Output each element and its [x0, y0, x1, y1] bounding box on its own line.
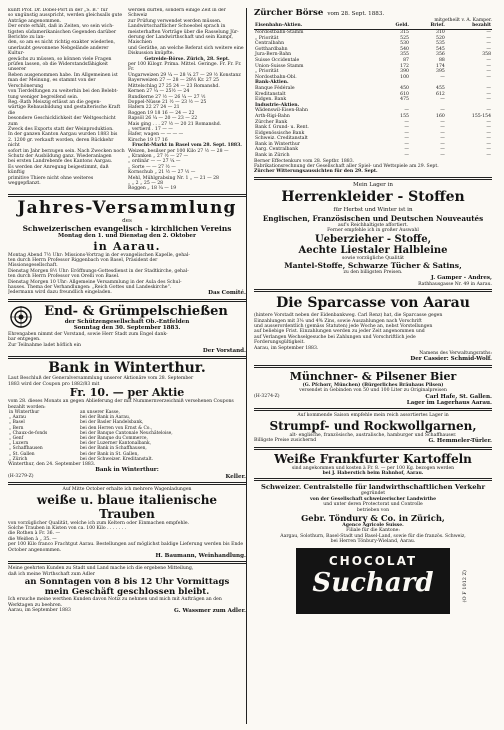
- borse-cell: Bank f. Grund- u. Rent.: [255, 125, 309, 131]
- trauben-line: die Rothen à Fr. 36. —: [8, 531, 61, 537]
- program-line: Missionsgesellschaft.: [8, 263, 58, 269]
- article-line: den, so am es nicht richtig exakter wiederlen,: [8, 40, 116, 46]
- borse-cell: 395: [436, 69, 445, 75]
- article-line: Reben ausgenommen habe. Im Allgemeinen ist: [8, 72, 118, 78]
- fruit-row: „ ordinär — — 27 ¼ —: [128, 159, 181, 165]
- herren-sub: Englischen, Französischen und Deutschen Nouveautés: [262, 213, 484, 223]
- borse-date: vom 28. Sept. 1883.: [327, 11, 385, 17]
- borse-cell: —: [486, 63, 491, 69]
- borse-cell: Nordostbahn-Stamm: [255, 30, 304, 35]
- jahresversammlung-invite: Jedermann wird dazu freundlich eingeladen.: [8, 290, 112, 296]
- borse-title: Zürcher Börse: [254, 8, 324, 18]
- herren-title: Herrenkleider - Stoffen: [281, 189, 465, 206]
- fruit-row: Weizen, besilser per 100 Kilo 27 ½ — 28 —: [128, 148, 229, 154]
- schweizer-line: Filiale für die Kantone:: [346, 528, 400, 534]
- program-line: ten durch Herrn Professor von Orelli von Basel.: [8, 274, 120, 280]
- bank-date-line: Winterthur, den 24. September 1883.: [8, 461, 96, 467]
- borse-cell: —: [404, 136, 409, 142]
- bank-place-city: „ Schaffhausen: [9, 446, 43, 452]
- suchard-logo: [296, 548, 468, 614]
- program-line: Dienstag Morgen 10 Uhr: Allgemeine Versammlung in der Aula des Schul-: [8, 279, 182, 285]
- borse-cell: 530: [400, 41, 409, 47]
- borse-cell: Centralbahn: [255, 41, 285, 47]
- borse-cell: —: [440, 147, 445, 153]
- article-line: 2. 1200 gr. verkauft worden, deren Rückkehr nicht: [8, 137, 114, 149]
- borse-footnote1: Berner Effectenkurs vom 28. Septbr. 1883.: [254, 158, 355, 164]
- borse-cell: —: [440, 153, 445, 159]
- market-row: Bayerweizen 27 — 28 — 28½ Kr. 27 25: [128, 78, 219, 84]
- suchard-line2: Suchard: [312, 567, 434, 598]
- program-line: hauses. Thema der Verhandlungen: „Reich Gottes und Landeskirche“.: [8, 285, 172, 291]
- borse-cell: —: [404, 147, 409, 153]
- wassmer-line: Meine geehrten Kunden zu Stadt und Land mache ich die ergebene Mitteilung,: [8, 566, 194, 572]
- article-line: Es werden der Anregung beigestimmt, daß künftig: [8, 164, 109, 176]
- schiessen-line: bar entgegen.: [8, 337, 41, 343]
- borse-cell: —: [486, 69, 491, 75]
- divider: [254, 478, 492, 481]
- borse-cell: —: [486, 130, 491, 136]
- jahresversammlung-place: in Aarau.: [93, 239, 161, 253]
- herren-season: für Herbst und Winter ist in: [333, 207, 413, 214]
- ad-trauben: [8, 487, 246, 559]
- borse-cell: Eidgen. Bank: [255, 97, 287, 103]
- schiessen-date: Sonntag den 30. September 1883.: [73, 325, 181, 332]
- article-line: man der Meinung, es stammt von der Verschönerung: [8, 78, 96, 89]
- borse-header-cell: bezahlt: [446, 23, 492, 29]
- market-row: Mais ging . . . 27 ½ — 20 21 Romanshd.: [128, 121, 222, 127]
- fruit-row: Roggen „ 18 ¼ — 19: [128, 186, 177, 192]
- borse-cell: Suisse Occidentale: [255, 57, 300, 63]
- borse-cell: —: [404, 125, 409, 131]
- borse-cell: —: [486, 85, 491, 91]
- article-line: meisterhaften Vorträge über die Rasselung Jür-: [128, 29, 239, 35]
- borse-cell: —: [404, 130, 409, 136]
- strumpf-sign: G. Hemmeler-Türler.: [428, 438, 492, 445]
- bank-amount: Fr. 10. — per Aktie: [69, 386, 185, 400]
- borse-cell: Nordostbahn-Obl.: [255, 74, 297, 80]
- borse-cell: 390: [400, 69, 409, 75]
- herren-intro: Mein Lager in: [353, 181, 393, 188]
- market-row: Hafer, wagen — — — —: [128, 132, 184, 138]
- jahresversammlung-sign: Das Comité.: [208, 290, 246, 297]
- bank-intro-line: 1883 wird der Coupon pro 1882/83 mit: [8, 381, 100, 387]
- borse-cell: „ Priorität: [255, 69, 279, 75]
- strumpf-intro: Auf kommende Saison empfehle mein reich assortiertes Lager in: [297, 413, 449, 419]
- divider: [254, 408, 492, 411]
- schweizer-title: Schweizer. Centralstelle für landwirthschaftlichen Verkehr: [260, 483, 486, 492]
- jahresversammlung-dates: Montag den 1. und Dienstag den 2. Oktober: [58, 233, 196, 240]
- borse-header-cell: Brief.: [410, 23, 446, 29]
- schiessen-subtitle: der Schützengesellschaft Ob.-Entfelden: [64, 318, 190, 325]
- article-line: Zweck des Exports statt der Weinproduktion.: [8, 126, 114, 132]
- fruit-market-heading: Frucht-Markt in Basel vom 28. Sept. 1883.: [132, 143, 242, 149]
- fruit-row: „ Sorte — — 27 ½ —: [128, 164, 176, 170]
- borse-cell: —: [486, 108, 491, 114]
- bank-place-city: „ Zürich: [9, 456, 28, 462]
- schweizer-sub4: betrieben von: [356, 507, 390, 513]
- article-line: unerlaubt gewonnene Nebgelände anderer Kultur-: [8, 45, 109, 57]
- bank-place-institution: bei der Schweizer. Kreditanstalt.: [79, 456, 154, 462]
- market-row: Rapsöl 26 ¼ — 20 — 23 — 22: [128, 116, 198, 122]
- borse-cell: Eidgenössische Bank: [255, 130, 305, 136]
- borse-cell: Jura-Bern-Bahn: [255, 52, 292, 58]
- borse-cell: 525: [400, 35, 409, 41]
- article-line: In der ganzen Kanton Aargau wurden 1883 bis: [8, 132, 118, 138]
- ad-centralstelle: [254, 483, 492, 544]
- bank-place-institution: an unserer Kasse,: [79, 409, 120, 415]
- borse-cell: —: [486, 119, 491, 125]
- bank-place-city: „ Luzern: [9, 441, 29, 447]
- program-line: Dienstag Morgen 8½ Uhr: Eröffnungs-Gottesdienst in der Stadtkirche, gehal-: [8, 268, 189, 274]
- schiessen-title: End- & Grümpelschießen: [44, 303, 228, 319]
- strumpf-sub: Billigste Preise zusichernd: [254, 438, 317, 444]
- bier-sub: (G. Pfchorr, München) (Bürgerliches Bräuhaus Pilsen): [302, 382, 444, 388]
- bier-lager: Lager im Lagerhaus Aarau.: [406, 400, 492, 406]
- bank-place-institution: bei der Basler Handelsbank,: [79, 420, 144, 426]
- ad-herrenkleider: [254, 182, 492, 287]
- market-subhead: per 100 Kilogr. Prima. Mittel. Geringe. Fr. Fr. Fr. Fr.: [128, 62, 242, 73]
- borse-cell: —: [486, 91, 491, 97]
- borse-cell: Union-Suisse Stamm: [255, 63, 304, 69]
- newspaper-page: [8, 8, 496, 724]
- article-text-right: [128, 8, 246, 192]
- borse-cell: 540: [400, 46, 409, 52]
- article-block: [8, 8, 246, 192]
- bank-place-institution: bei der Banque du Commerce,: [79, 435, 148, 441]
- article-line: tung weniger begreifend sein.: [8, 94, 79, 100]
- borse-cell: 610: [400, 91, 409, 97]
- borse-cell: Wädenswil-Eisen-Bahn: [255, 108, 308, 114]
- borse-cell: —: [486, 41, 491, 47]
- sparcasse-line: Einzahlungen mit 3⅜ und 4% Zins, sowie Auszahlungen nach Vorschrift: [254, 318, 422, 324]
- borse-header-cell: Eisenbahn-Aktien.: [254, 23, 376, 29]
- article-line: wärtige Rebausbildung und gestalterische Kraft die: [8, 105, 121, 116]
- borse-cell: —: [486, 125, 491, 131]
- article-text-left: [8, 8, 125, 192]
- sparcasse-line: auf beliebige Frist. Einzahlungen werden zu jeder Zeit angenommen und: [254, 329, 425, 335]
- ad-kartoffeln: [254, 452, 492, 477]
- bier-body: versendet in Gebinden von 50 und 100 Liter zu Originalpreisen: [299, 388, 447, 394]
- divider: [8, 194, 246, 197]
- article-line: Der erste erhält, daß in Zeiten, wo sein wich-: [8, 24, 114, 30]
- program-line: ten durch Herrn Professor Riggenbach von Basel, Präsident der: [8, 258, 158, 264]
- wassmer-line: daß ich meine Wirthschaft zum Adler: [8, 571, 95, 577]
- fruit-row: „ Kranken „ 27 ½ — 27 —: [128, 153, 189, 159]
- article-line: derung der Landwirthschaft und sein Kampf, Maischien: [128, 35, 233, 46]
- schweizer-firm2: Agence Agricole Suisse.: [342, 523, 404, 529]
- market-row: „ vertierd . 17 — —: [128, 126, 173, 132]
- herren-title4: Mantel-Stoffe, Schwarze Tücher & Satins,: [284, 260, 462, 270]
- borse-cell: 174: [436, 63, 445, 69]
- right-column: [254, 8, 492, 724]
- divider: [254, 289, 492, 292]
- borse-cell: 520: [436, 35, 445, 41]
- borse-cell: Industrie-Aktien.: [255, 102, 300, 108]
- borse-by: mitgetheilt v. A. Kamper.: [434, 18, 492, 23]
- left-column: [8, 8, 247, 724]
- article-line: Schutz der Ausbildung ganz. Wiederanlagen: [8, 153, 112, 159]
- article-line: kunft Prof. Dr. Dobel-Port in der „S. B.“ für: [8, 8, 108, 13]
- article-line: Diskussion knüpfte.: [128, 51, 174, 57]
- ad-wassmer: [8, 566, 246, 614]
- borse-cell: —: [486, 97, 491, 103]
- borse-cell: Gotthardbahn: [255, 46, 288, 52]
- borse-table: [254, 23, 492, 158]
- borse-footnote3: Zürcher Witterungsaussichten für den 29. Sept.: [254, 169, 378, 175]
- bank-code: (H-3279-Z): [8, 473, 34, 479]
- article-line: sofort im Jahr berzugen sein. Nach Zwecken noch: [8, 148, 125, 154]
- article-line: Anträge angenommen.: [8, 18, 62, 24]
- sparcasse-line: Forderungsgültigkeit.: [254, 340, 305, 346]
- borse-cell: —: [486, 147, 491, 153]
- borse-cell: 358: [482, 52, 491, 58]
- ad-schiessen: [8, 304, 246, 354]
- herren-sign: J. Gamper - Andres,: [431, 275, 492, 282]
- bank-place-institution: bei der Bank in Aarau,: [79, 415, 131, 421]
- borse-cell: —: [486, 153, 491, 159]
- bank-places-table: [8, 410, 246, 462]
- ad-strumpf: [254, 413, 492, 444]
- sparcasse-line: (hintere Vorstadt neben der Eidenbankweg. Carl Renz) hat, die Sparcasse gegen: [254, 313, 443, 319]
- fruit-row: Mehl, Mühlgrabsing Nr. 1 „ — 21 — 28: [128, 175, 219, 181]
- schiessen-sign: Der Vorstand.: [202, 347, 246, 354]
- market-row: Mittelschlag 27 25 24 — 23 Romanshd.: [128, 83, 220, 89]
- divider: [8, 561, 246, 564]
- herren-addr: Rathhausgasse Nr. 49 in Aarau.: [418, 281, 492, 287]
- article-line: primitive Thiere nicht ohne weiteres weggepflanzt.: [8, 175, 94, 186]
- borse-cell: Bank in Winterthur: [255, 141, 300, 147]
- borse-cell: 172: [400, 63, 409, 69]
- borse-cell: —: [404, 108, 409, 114]
- article-line: werden dürfen, sondern einige Zeit in der Schweiz: [128, 8, 226, 19]
- jahresversammlung-title: Jahres-Versammlung: [17, 197, 237, 218]
- market-row: Kernen 27 ¼ — 25½ — 24: [128, 89, 190, 95]
- bier-title: Münchner- & Pilsener Bier: [289, 369, 457, 383]
- divider: [8, 482, 246, 485]
- sparcasse-line: und ausserordentlich (gemäss Statuten) jede Woche an, nebst Vorstellungen: [254, 323, 433, 329]
- borse-cell: „ Priorität: [255, 35, 279, 41]
- article-line: zur Prüfung verwendet werden müssen.: [128, 18, 222, 24]
- bank-place-city: „ St. Gallen: [9, 451, 35, 457]
- ad-sparcasse: [254, 294, 492, 363]
- divider: [254, 177, 492, 180]
- jahresversammlung-des: des: [122, 217, 132, 224]
- ad-bier: [254, 370, 492, 407]
- bank-title: Bank in Winterthur.: [48, 360, 206, 377]
- jahresversammlung-subtitle: Schweizerischen evangelisch - kirchlichen Vereins: [22, 224, 232, 234]
- borse-cell: Aarg. Centralbank: [255, 147, 298, 153]
- article-line: Reg.-Rath Meiszig erlässt an die gegen-: [8, 99, 101, 105]
- divider: [254, 365, 492, 368]
- ad-borse: [254, 8, 492, 175]
- herren-sub2: auf's Reichhaltigste affortiert.: [338, 222, 408, 228]
- suchard-line1: CHOCOLAT: [328, 553, 418, 568]
- bank-place-institution: bei der Bank in Schaffhausen,: [79, 446, 147, 452]
- suchard-code: (O F 1012 Z): [462, 569, 468, 603]
- trauben-line: die Weißen à „ 35. —: [8, 536, 57, 542]
- herren-sub3: sowie vorzügliche Qualität: [341, 255, 405, 261]
- borse-cell: 155-154: [471, 113, 491, 119]
- borse-cell: Arth-Rigi-Bahn: [255, 113, 290, 119]
- article-line: bei ersten Landrebenfe des Kantons Aargau.: [8, 159, 113, 165]
- wassmer-sign: G. Wassmer zum Adler.: [174, 608, 246, 615]
- sparcasse-sign1: Namens des Verwaltungsraths:: [419, 350, 492, 356]
- borse-cell: —: [486, 30, 491, 35]
- bank-place-city: „ Basel: [9, 420, 25, 426]
- market-row: Rundkerne 27 ½ — 26 ¼ — 27 ½: [128, 94, 206, 100]
- fruit-row: Kornschub „ 21 ½ — 27 ½ —: [128, 170, 196, 176]
- borse-cell: Kreditanstalt: [255, 91, 286, 97]
- article-line: und Geräthe, an welche Referat sich weitere eine: [128, 45, 244, 51]
- bank-place-institution: bei der Luzerner Kantonalbank,: [79, 441, 152, 447]
- sparcasse-line: auf Verlangen Wechselgesuche bei Zahlungen und Vorschriftlich jede: [254, 334, 416, 340]
- borse-cell: 100: [400, 74, 409, 80]
- borse-cell: —: [486, 141, 491, 147]
- borse-cell: Schweiz. Creditanstalt: [255, 136, 308, 142]
- herren-title3: Aechte Liestaler Halbleine: [298, 244, 448, 256]
- borse-cell: 450: [400, 85, 409, 91]
- bank-place-institution: bei der Banque Cantonale Neuchâteloise,: [79, 430, 173, 436]
- schweizer-sub2: von der Gesellschaft schweizerischer Landwirthe: [309, 496, 437, 502]
- borse-cell: —: [486, 46, 491, 52]
- borse-cell: 155: [400, 113, 409, 119]
- divider: [8, 299, 246, 302]
- borse-cell: 475: [400, 97, 409, 103]
- borse-cell: —: [440, 74, 445, 80]
- target-icon: [10, 306, 32, 328]
- market-row: Roggen 19 18 16 — 24 — 22: [128, 110, 195, 116]
- article-line: prüfen lassen, ob die Widerstandsfähigkeit unserer: [8, 62, 108, 73]
- borse-cell: 315: [400, 30, 409, 35]
- kartoffeln-addr: bei J. Haberstich beim Bahnhof, Aarau.: [322, 471, 424, 477]
- borse-cell: 160: [436, 113, 445, 119]
- bank-intro-line: Laut Beschluß der Generalversammlung unserer Aktionäre vom 28. September: [8, 376, 194, 382]
- divider: [254, 447, 492, 450]
- borse-cell: 310: [436, 30, 445, 35]
- borse-cell: —: [440, 125, 445, 131]
- strumpf-title: Strumpf- und Rockwollgarnen,: [269, 418, 477, 433]
- wassmer-date: Aarau, im September 1883: [8, 608, 71, 614]
- trauben-line: Solche Trauben in Kisten von ca. 100 Kilo . . . . . . .: [8, 526, 127, 531]
- trauben-intro: Auf Mitte October erhalte ich mehrere Wagenladungen: [62, 487, 192, 493]
- borse-cell: —: [440, 108, 445, 114]
- wassmer-title1: an Sonntagen von 8 bis 12 Uhr Vormittags: [24, 577, 230, 588]
- bank-sign-line: Bank in Winterthur:: [95, 467, 159, 474]
- bier-sign: Carl Hafe, St. Gallen.: [425, 393, 492, 400]
- bank-place-institution: bei den Herren von Ernst & Co.,: [79, 425, 153, 431]
- herren-sub4: zu den billigsten Preisen.: [343, 269, 403, 275]
- bank-place-city: „ Bern: [9, 425, 24, 431]
- herren-body: Ferner empfehle ich in großer Auswahl: [327, 228, 419, 234]
- market-row: Hafern 22 27 24 — 21: [128, 105, 180, 111]
- schiessen-line: Ehrengaben nimmt der Vorstand, sowie Herr Stadt zum Engel dank-: [8, 331, 168, 337]
- borse-cell: —: [486, 136, 491, 142]
- borse-cell: Bank-Aktien.: [255, 80, 289, 86]
- schiessen-line: Zur Teilnahme ladet höflich ein: [8, 342, 81, 348]
- bank-place-city: „ Aarau: [9, 415, 27, 421]
- market-row: Ungarweizen 29 ¼ — 28 ¼ 27 — 29 ½ Konstanz: [128, 72, 241, 78]
- market-row: Kirsche 19 17 16: [128, 137, 168, 143]
- borse-cell: —: [404, 119, 409, 125]
- market-row: Doppel-Nüsse 21 ½ — 23 ½ — 25: [128, 99, 207, 105]
- borse-cell: —: [486, 57, 491, 63]
- kartoffeln-body: sind angekommen und kosten à Fr. 8. — per 100 Kg. bezogen werden: [291, 465, 455, 471]
- borse-cell: 355: [400, 52, 409, 58]
- ad-jahresversammlung: [8, 199, 246, 297]
- sparcasse-date: Aarau, im September 1883.: [254, 345, 319, 351]
- article-line: gewächs zu müssen, so können viele Fragen: [8, 56, 112, 62]
- sparcasse-sign2: Der Cassier: Schmid-Wolf.: [410, 356, 492, 363]
- program-line: Montag Abend 7½ Uhr: Missions-Vortrag in der evangelischen Kapelle, gehal-: [8, 252, 190, 258]
- market-heading: Getreide-Börse. Zürich, 28. Sept.: [144, 56, 230, 62]
- borse-cell: Banque Fédérale: [255, 85, 295, 91]
- borse-cell: —: [486, 35, 491, 41]
- wassmer-title2: mein Geschäft geschlossen bleibt.: [44, 587, 210, 598]
- herren-title2: Ueberzieher - Stoffe,: [314, 233, 432, 245]
- borse-header-cell: Geld.: [376, 23, 410, 29]
- borse-cell: 455: [436, 85, 445, 91]
- borse-cell: —: [440, 119, 445, 125]
- borse-cell: —: [440, 97, 445, 103]
- article-line: von Tierdelfungen zu weiterhin bei den Belebt-: [8, 89, 118, 95]
- sparcasse-title: Die Sparcasse von Aarau: [276, 295, 470, 312]
- trauben-line: per 100 Kilo franco Frachtgut Aarau. Bestellungen auf möglichst baldige Lieferung werden bis Ende October angenommen.: [8, 542, 244, 553]
- article-line: tigsten südamerikanischen Gegenden darüber Berichte zu lan-: [8, 29, 117, 41]
- borse-cell: —: [486, 74, 491, 80]
- bank-place-institution: bei der Bank in St. Gallen,: [79, 451, 139, 457]
- fruit-row: „ „ 2 „ 25 — 28: [128, 181, 164, 186]
- trauben-sign: H. Baumann, Weinhandlung.: [155, 553, 246, 560]
- borse-cell: 88: [438, 57, 445, 63]
- borse-cell: —: [440, 136, 445, 142]
- borse-cell: —: [404, 153, 409, 159]
- schweizer-firm: Gebr. Töndury & Co. in Zürich,: [301, 513, 445, 524]
- borse-footnote2: Fabrikationsrechnung der Gesellschaft aller Spiel- und Wettspiele am 29. Sept.: [254, 164, 439, 170]
- ad-bank-winterthur: [8, 361, 246, 480]
- borse-cell: 612: [436, 91, 445, 97]
- bier-code: (H-3274-Z): [254, 393, 280, 399]
- bank-list-heading: vom 28. dieses Monats an gegen Ablieferung der mit Nummernverzeichniß versehenen Coupons bezahlt worden:: [8, 399, 234, 410]
- wassmer-body: Ich ersuche meine werthen Kunden davon Notiz zu nehmen und mich mit Aufträgen an den Werktagen zu beehren.: [8, 597, 222, 608]
- borse-cell: Zürcher Bank: [255, 119, 288, 125]
- trauben-line: von vorzüglicher Qualität, welche ich zum Keltern oder Einmachen empfehle.: [8, 520, 190, 526]
- borse-cell: 545: [436, 46, 445, 52]
- schweizer-line: Aargau, Solothurn, Basel-Stadt und Basel-Land, sowie für die französ. Schweiz,: [280, 533, 466, 539]
- kartoffeln-title: Weiße Frankfurter Kartoffeln: [274, 451, 472, 466]
- strumpf-body: alt- englische, französische, australische, hamburger und Schaffhauser.: [289, 432, 457, 438]
- borse-cell: Bank in Zürich: [255, 153, 290, 159]
- bank-signer: Keller.: [225, 473, 246, 480]
- article-line: so ungünstig ausspricht, werden gleichsalls gute: [8, 13, 123, 19]
- borse-cell: 87: [403, 57, 409, 63]
- borse-cell: 356: [436, 52, 445, 58]
- bank-place-city: „ Genf: [9, 435, 24, 441]
- article-line: besondere Geschicklichkeit der Weltgeschicht zum: [8, 116, 116, 127]
- bank-place-city: in Winterthur: [9, 409, 40, 415]
- schweizer-sub: gegründet: [360, 491, 386, 497]
- borse-cell: —: [440, 130, 445, 136]
- schweizer-line: bei Herren Tönbury-Wieland, Aarau.: [330, 539, 416, 545]
- article-line: Landwirtschaftlicher Schoeobel sprach in: [128, 24, 226, 30]
- borse-cell: —: [440, 141, 445, 147]
- trauben-title: weiße u. blaue italienische Trauben: [36, 492, 218, 521]
- divider: [8, 356, 246, 359]
- borse-cell: 535: [436, 41, 445, 47]
- bank-place-city: „ Chaux-de-fonds: [9, 430, 48, 436]
- schweizer-sub3: und unter deren Protectorat und Controlle: [323, 502, 423, 508]
- borse-cell: —: [404, 141, 409, 147]
